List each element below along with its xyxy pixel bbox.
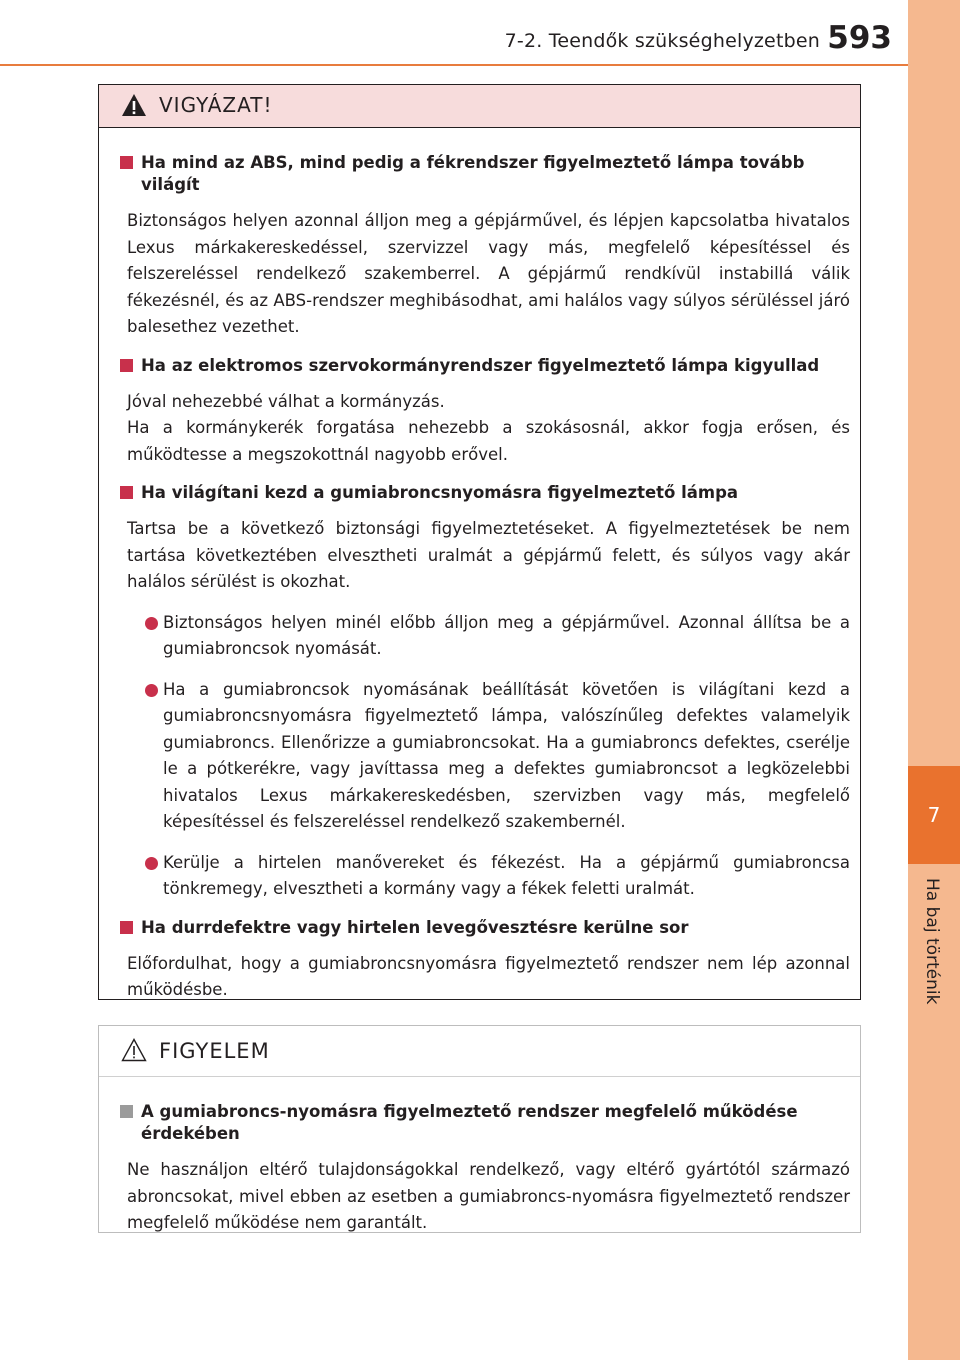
section-title: Ha világítani kezd a gumiabroncsnyomásra figyelmeztető lámpa	[119, 482, 850, 504]
chapter-label: Ha baj történik	[922, 878, 942, 1005]
list-item: Kerülje a hirtelen manővereket és fékezést. Ha a gépjármű gumiabroncsa tönkremegy, elvesztheti a kormány vagy a fékek feletti uralmát.	[145, 850, 850, 903]
square-bullet-icon	[120, 359, 133, 372]
paragraph: Biztonságos helyen azonnal álljon meg a gépjárművel, és lépjen kapcsolatba hivatalos Lexus márkakereskedéssel, szervizzel vagy más, megfelelő képesítéssel és felszereléssel rendelkező szakemberrel. A gépjármű rendkívül instabillá válik fékezésnél, és az ABS-rendszer meghibásodhat, ami halálos vagy súlyos sérüléssel járó balesethez vezethet.	[127, 211, 850, 336]
section-title: A gumiabroncs-nyomásra figyelmeztető rendszer megfelelő működése érdekében	[119, 1101, 850, 1145]
caution-body	[99, 128, 860, 1004]
paragraph: Előfordulhat, hogy a gumiabroncsnyomásra figyelmeztető rendszer nem lép azonnal működésbe.	[127, 953, 850, 999]
round-bullet-icon	[145, 617, 158, 630]
notice-body	[99, 1077, 860, 1237]
paragraph: Ha a kormánykerék forgatása nehezebb a szokásosnál, akkor fogja erősen, és működtesse a megszokottnál nagyobb erővel.	[127, 418, 850, 464]
caution-box	[98, 84, 861, 1000]
warning-outline-icon	[121, 1038, 147, 1062]
warning-icon	[121, 93, 147, 117]
paragraph: Tartsa be a következő biztonsági figyelmeztetéseket. A figyelmeztetések be nem tartása következtében elvesztheti uralmát a gépjármű felett, és súlyos vagy akár halálos sérülést is okozhat.	[127, 519, 850, 591]
caution-header	[99, 85, 860, 128]
square-bullet-icon	[120, 486, 133, 499]
caution-title: VIGYÁZAT!	[159, 93, 273, 117]
section-title: Ha mind az ABS, mind pedig a fékrendszer figyelmeztető lámpa tovább világít	[119, 152, 850, 196]
paragraph: Ne használjon eltérő tulajdonságokkal rendelkező, vagy eltérő gyártótól származó abroncsokat, mivel ebben az esetben a gumiabroncs-nyomásra figyelmeztető rendszer megfelelő működése nem garantált.	[127, 1160, 850, 1232]
page-number: 593	[827, 20, 892, 56]
square-bullet-icon	[120, 156, 133, 169]
round-bullet-icon	[145, 684, 158, 697]
square-bullet-icon	[120, 1105, 133, 1118]
section-title: Ha az elektromos szervokormányrendszer figyelmeztető lámpa kigyullad	[119, 355, 850, 377]
header-title: 7-2. Teendők szükséghelyzetben	[504, 30, 820, 52]
notice-box	[98, 1025, 861, 1233]
section-title: Ha durrdefektre vagy hirtelen levegővesztésre kerülne sor	[119, 917, 850, 939]
list-item: Biztonságos helyen minél előbb álljon meg a gépjárművel. Azonnal állítsa be a gumiabroncsok nyomását.	[145, 610, 850, 663]
list-item: Ha a gumiabroncsok nyomásának beállítását követően is világítani kezd a gumiabroncsnyomásra figyelmeztető lámpa, valószínűleg defektes valamelyik gumiabroncs. Ellenőrizze a gumiabroncsokat. Ha a gumiabroncs defektes, cserélje le a pótkerékre, vagy javíttassa meg a defektes gumiabroncsot a legközelebbi hivatalos Lexus márkakereskedésben, szervizben vagy más, megfelelő képesítéssel és felszereléssel rendelkező szakembernél.	[145, 677, 850, 836]
notice-header	[99, 1026, 860, 1077]
round-bullet-icon	[145, 857, 158, 870]
header-rule	[0, 64, 908, 66]
side-strip	[908, 0, 960, 1360]
paragraph: Jóval nehezebbé válhat a kormányzás.	[127, 391, 445, 411]
notice-title: FIGYELEM	[159, 1039, 270, 1063]
square-bullet-icon	[120, 921, 133, 934]
chapter-tab: 7	[908, 766, 960, 864]
